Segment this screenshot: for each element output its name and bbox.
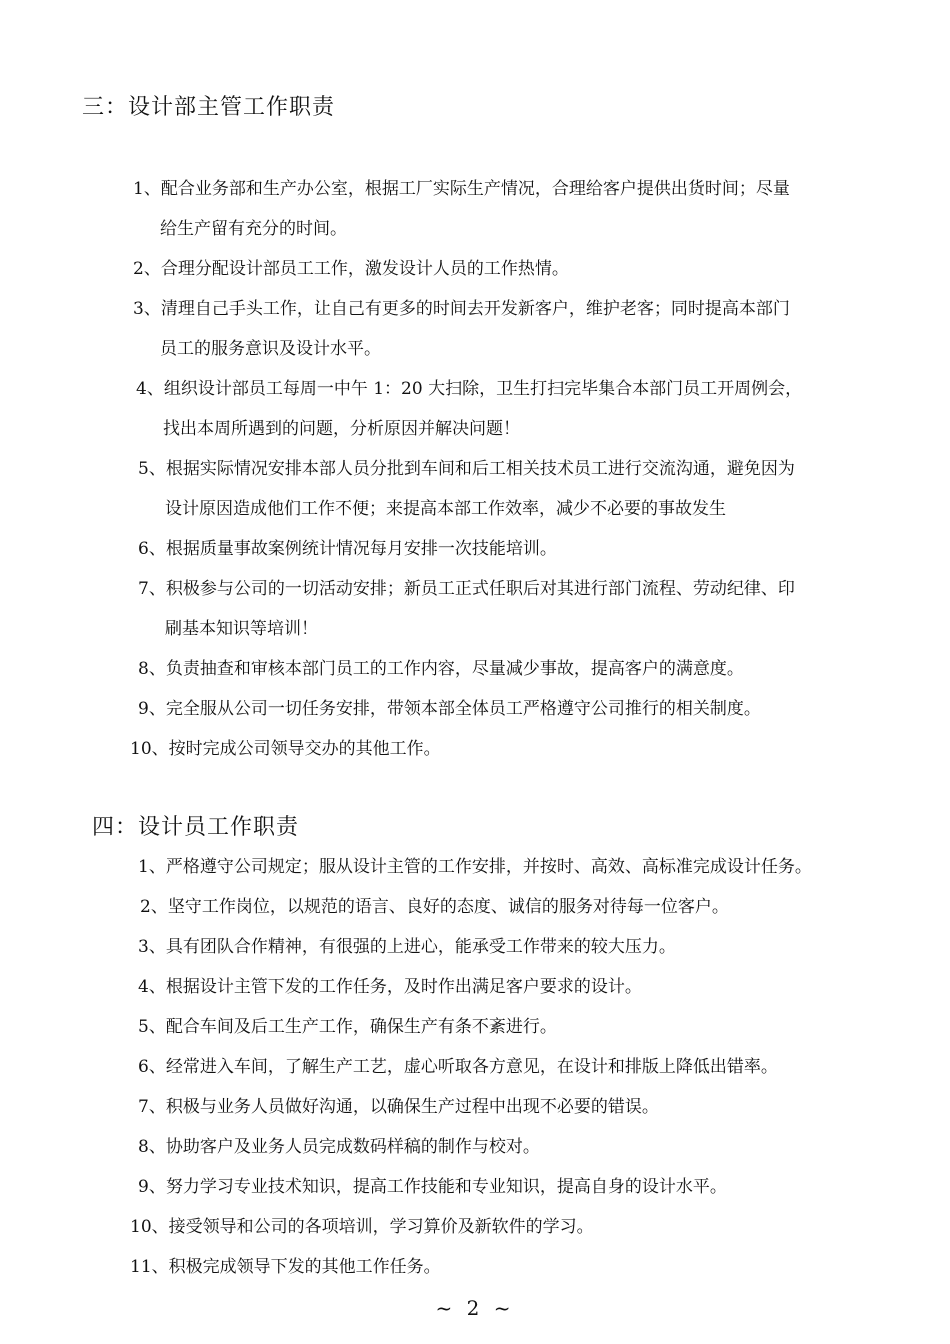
section-4-item-10: 10、接受领导和公司的各项培训，学习算价及新软件的学习。	[130, 1217, 594, 1237]
section-3-item-5-line-2: 设计原因造成他们工作不便；来提高本部工作效率，减少不必要的事故发生	[165, 499, 726, 519]
section-4-item-8: 8、协助客户及业务人员完成数码样稿的制作与校对。	[138, 1137, 540, 1157]
section-3-item-1-line-1: 1、配合业务部和生产办公室，根据工厂实际生产情况，合理给客户提供出货时间；尽量	[133, 179, 790, 199]
section-4-item-4: 4、根据设计主管下发的工作任务，及时作出满足客户要求的设计。	[138, 977, 642, 997]
section-3-heading: 三：设计部主管工作职责	[82, 95, 336, 120]
section-3-item-2: 2、合理分配设计部员工工作，激发设计人员的工作热情。	[133, 259, 569, 279]
section-3-item-10: 10、按时完成公司领导交办的其他工作。	[130, 739, 441, 759]
section-3-item-4-line-1: 4、组织设计部员工每周一中午 1：20 大扫除，卫生打扫完毕集合本部门员工开周例会，	[136, 379, 803, 399]
section-4-item-3: 3、具有团队合作精神，有很强的上进心，能承受工作带来的较大压力。	[138, 937, 676, 957]
section-3-item-8: 8、负责抽查和审核本部门员工的工作内容，尽量减少事故，提高客户的满意度。	[138, 659, 744, 679]
section-3-item-3-line-2: 员工的服务意识及设计水平。	[160, 339, 381, 359]
section-3-item-3-line-1: 3、清理自己手头工作，让自己有更多的时间去开发新客户，维护老客；同时提高本部门	[133, 299, 790, 319]
page-number: ~ 2 ~	[435, 1296, 515, 1320]
section-4-item-7: 7、积极与业务人员做好沟通，以确保生产过程中出现不必要的错误。	[138, 1097, 659, 1117]
section-4-item-9: 9、努力学习专业技术知识，提高工作技能和专业知识，提高自身的设计水平。	[138, 1177, 727, 1197]
section-3-item-5-line-1: 5、根据实际情况安排本部人员分批到车间和后工相关技术员工进行交流沟通，避免因为	[138, 459, 795, 479]
section-3-item-6: 6、根据质量事故案例统计情况每月安排一次技能培训。	[138, 539, 557, 559]
section-3-item-7-line-1: 7、积极参与公司的一切活动安排；新员工正式任职后对其进行部门流程、劳动纪律、印	[138, 579, 795, 599]
section-4-item-11: 11、积极完成领导下发的其他工作任务。	[130, 1257, 441, 1277]
section-3-item-4-line-2: 找出本周所遇到的问题，分析原因并解决问题！	[163, 419, 520, 439]
section-4-item-5: 5、配合车间及后工生产工作，确保生产有条不紊进行。	[138, 1017, 557, 1037]
section-4-item-2: 2、坚守工作岗位，以规范的语言、良好的态度、诚信的服务对待每一位客户。	[140, 897, 729, 917]
section-3-item-9: 9、完全服从公司一切任务安排，带领本部全体员工严格遵守公司推行的相关制度。	[138, 699, 761, 719]
section-4-heading: 四：设计员工作职责	[92, 815, 300, 840]
section-4-item-1: 1、严格遵守公司规定；服从设计主管的工作安排，并按时、高效、高标准完成设计任务。	[138, 857, 812, 877]
section-4-item-6: 6、经常进入车间，了解生产工艺，虚心听取各方意见，在设计和排版上降低出错率。	[138, 1057, 778, 1077]
section-3-item-1-line-2: 给生产留有充分的时间。	[160, 219, 347, 239]
section-3-item-7-line-2: 刷基本知识等培训！	[165, 619, 318, 639]
